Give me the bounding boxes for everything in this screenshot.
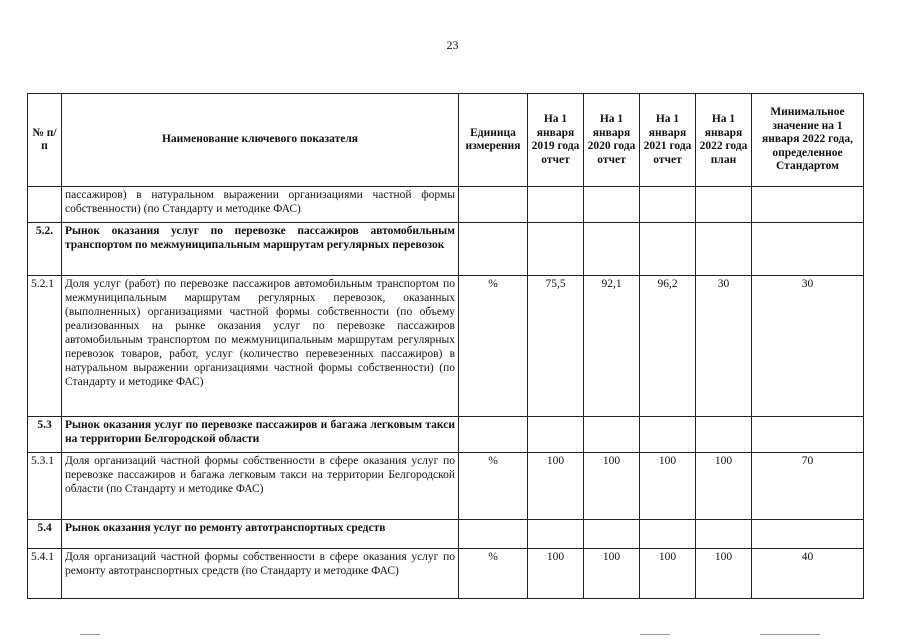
row-2019: 100 (528, 549, 584, 599)
row-2022 (696, 223, 752, 276)
row-name: Доля услуг (работ) по перевозке пассажиров автомобильным транспортом по межмуниципальным маршрутам регулярных перевозок, оказанных (выполненных) организациями частной формы собственности (по объему реализованных на рынке оказания услуг по перевозке пассажиров автомобильным транспортом по межмуниципальным маршрутам регулярных перевозок товаров, работ, услуг (количество перевезенных пассажиров) в натуральном выражении организациями частной формы собственности) (по Стандарту и методике ФАС) (62, 276, 459, 417)
table-row (28, 187, 864, 223)
row-min: 40 (752, 549, 864, 599)
header-no: № п/п (28, 94, 62, 187)
row-2019 (528, 520, 584, 549)
key-indicators-table (27, 93, 864, 599)
header-unit: Единица измерения (459, 94, 528, 187)
row-unit (459, 520, 528, 549)
row-2020: 92,1 (584, 276, 640, 417)
page-number: 23 (446, 38, 459, 52)
row-2021 (640, 417, 696, 453)
table-row (28, 417, 864, 453)
row-2022 (696, 520, 752, 549)
row-min: 30 (752, 276, 864, 417)
row-code: 5.4 (28, 520, 62, 549)
row-2019: 75,5 (528, 276, 584, 417)
row-2021: 96,2 (640, 276, 696, 417)
row-min (752, 520, 864, 549)
row-2021 (640, 223, 696, 276)
row-2020: 100 (584, 453, 640, 520)
row-2021: 100 (640, 549, 696, 599)
row-2020 (584, 187, 640, 223)
row-2020: 100 (584, 549, 640, 599)
row-unit: % (459, 276, 528, 417)
row-2022: 100 (696, 549, 752, 599)
row-min (752, 223, 864, 276)
row-2019 (528, 223, 584, 276)
table-header-row (28, 94, 864, 187)
table-row (28, 520, 864, 549)
row-name: Рынок оказания услуг по перевозке пассажиров и багажа легковым такси на территории Белгородской области (62, 417, 459, 453)
row-2021: 100 (640, 453, 696, 520)
row-name: Доля организаций частной формы собственности в сфере оказания услуг по ремонту автотранспортных средств (по Стандарту и методике ФАС) (62, 549, 459, 599)
row-min (752, 187, 864, 223)
row-2022: 100 (696, 453, 752, 520)
row-unit (459, 187, 528, 223)
row-code: 5.4.1 (28, 549, 62, 599)
row-unit (459, 223, 528, 276)
header-2022: На 1 января 2022 года план (696, 94, 752, 187)
row-unit: % (459, 549, 528, 599)
row-2019 (528, 187, 584, 223)
row-min (752, 417, 864, 453)
row-code (28, 187, 62, 223)
row-unit (459, 417, 528, 453)
scan-edge-marks (0, 634, 905, 638)
row-2019: 100 (528, 453, 584, 520)
table-row (28, 276, 864, 417)
header-2020: На 1 января 2020 года отчет (584, 94, 640, 187)
header-min-value: Минимальное значение на 1 января 2022 года, определенное Стандартом (752, 94, 864, 187)
row-2020 (584, 223, 640, 276)
row-2019 (528, 417, 584, 453)
row-name: Рынок оказания услуг по перевозке пассажиров автомобильным транспортом по межмуниципальным маршрутам регулярных перевозок (62, 223, 459, 276)
row-2022 (696, 187, 752, 223)
row-name: Доля организаций частной формы собственности в сфере оказания услуг по перевозке пассажиров и багажа легковым такси на территории Белгородской области (по Стандарту и методике ФАС) (62, 453, 459, 520)
row-2020 (584, 417, 640, 453)
row-2022 (696, 417, 752, 453)
table-row (28, 549, 864, 599)
header-2019: На 1 января 2019 года отчет (528, 94, 584, 187)
row-name: пассажиров) в натуральном выражении организациями частной формы собственности) (по Стандарту и методике ФАС) (62, 187, 459, 223)
row-name: Рынок оказания услуг по ремонту автотранспортных средств (62, 520, 459, 549)
row-2020 (584, 520, 640, 549)
row-2021 (640, 187, 696, 223)
row-code: 5.3 (28, 417, 62, 453)
row-unit: % (459, 453, 528, 520)
table-row (28, 453, 864, 520)
row-2021 (640, 520, 696, 549)
row-2022: 30 (696, 276, 752, 417)
row-code: 5.2.1 (28, 276, 62, 417)
row-code: 5.2. (28, 223, 62, 276)
table-row (28, 223, 864, 276)
header-indicator-name: Наименование ключевого показателя (62, 94, 459, 187)
row-min: 70 (752, 453, 864, 520)
row-code: 5.3.1 (28, 453, 62, 520)
header-2021: На 1 января 2021 года отчет (640, 94, 696, 187)
